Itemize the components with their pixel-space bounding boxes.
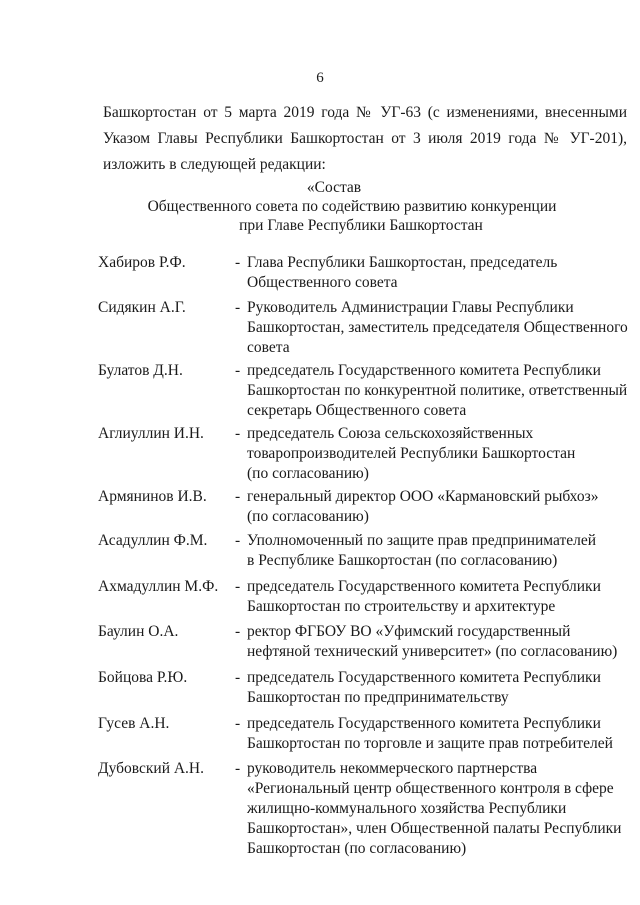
member-role xyxy=(247,622,627,662)
role-line: Башкортостан по строительству и архитектуре xyxy=(247,598,556,615)
role-line: Башкортостан, заместитель председателя Общественного xyxy=(247,319,628,336)
role-line: председатель Государственного комитета Республики xyxy=(247,362,601,379)
role-line: Башкортостан по конкурентной политике, ответственный xyxy=(247,382,628,399)
intro-line: Указом Главы Республики Башкортостан от 3 июля 2019 года № УГ-201), xyxy=(103,130,627,147)
role-line: товаропроизводителей Республики Башкортостан xyxy=(247,445,576,462)
member-role xyxy=(247,759,627,859)
role-line: Башкортостан по торговле и защите прав потребителей xyxy=(247,735,613,752)
member-name: Булатов Д.Н. xyxy=(98,362,183,379)
member-role xyxy=(247,361,627,421)
member-dash: - xyxy=(235,425,241,442)
title-line: Общественного совета по содействию развитию конкуренции xyxy=(147,198,557,215)
role-line: руководитель некоммерческого партнерства xyxy=(247,760,538,777)
intro-paragraph xyxy=(103,100,627,178)
role-line: председатель Союза сельскохозяйственных xyxy=(247,425,534,442)
role-line: (по согласованию) xyxy=(247,508,369,525)
role-line: председатель Государственного комитета Республики xyxy=(247,578,601,595)
member-role xyxy=(247,714,627,754)
role-line: председатель Государственного комитета Республики xyxy=(247,669,601,686)
member-name: Гусев А.Н. xyxy=(98,715,170,732)
role-line: «Региональный центр общественного контроля в сфере xyxy=(247,780,614,797)
intro-line: Башкортостан от 5 марта 2019 года № УГ-63 (с изменениями, внесенными xyxy=(103,104,627,121)
role-line: секретарь Общественного совета xyxy=(247,402,467,419)
role-line: председатель Государственного комитета Республики xyxy=(247,715,601,732)
role-line: нефтяной технический университет» (по согласованию) xyxy=(247,643,618,660)
intro-line: изложить в следующей редакции: xyxy=(103,156,326,173)
member-dash: - xyxy=(235,715,241,732)
member-name: Бойцова Р.Ю. xyxy=(98,669,188,686)
member-name: Дубовский А.Н. xyxy=(98,760,204,777)
member-dash: - xyxy=(235,578,241,595)
member-dash: - xyxy=(235,299,241,316)
member-role xyxy=(247,298,627,358)
member-role xyxy=(247,668,627,708)
member-role xyxy=(247,487,627,527)
member-role xyxy=(247,577,627,617)
member-name: Аглиуллин И.Н. xyxy=(98,425,204,442)
member-dash: - xyxy=(235,623,241,640)
role-line: Глава Республики Башкортостан, председатель xyxy=(247,254,558,271)
member-dash: - xyxy=(235,532,241,549)
member-name: Хабиров Р.Ф. xyxy=(98,254,186,271)
title-line: «Состав xyxy=(306,179,362,196)
member-dash: - xyxy=(235,669,241,686)
role-line: Общественного совета xyxy=(247,274,398,291)
member-role xyxy=(247,253,627,293)
role-line: ректор ФГБОУ ВО «Уфимский государственный xyxy=(247,623,571,640)
role-line: Уполномоченный по защите прав предпринимателей xyxy=(247,532,597,549)
role-line: генеральный директор ООО «Кармановский рыбхоз» xyxy=(247,488,599,505)
member-name: Ахмадуллин М.Ф. xyxy=(98,578,219,595)
member-name: Сидякин А.Г. xyxy=(98,299,186,316)
member-dash: - xyxy=(235,362,241,379)
member-dash: - xyxy=(235,488,241,505)
role-line: в Республике Башкортостан (по согласованию) xyxy=(247,552,558,569)
role-line: Башкортостан (по согласованию) xyxy=(247,840,467,857)
role-line: совета xyxy=(247,339,290,356)
member-name: Армянинов И.В. xyxy=(98,488,207,505)
member-dash: - xyxy=(235,254,241,271)
member-name: Баулин О.А. xyxy=(98,623,179,640)
role-line: Башкортостан», член Общественной палаты Республики xyxy=(247,820,622,837)
role-line: жилищно-коммунального хозяйства Республики xyxy=(247,800,567,817)
role-line: Башкортостан по предпринимательству xyxy=(247,689,509,706)
member-role xyxy=(247,424,627,484)
member-dash: - xyxy=(235,760,241,777)
role-line: Руководитель Администрации Главы Республики xyxy=(247,299,574,316)
title-line: при Главе Республики Башкортостан xyxy=(239,217,483,234)
composition-title xyxy=(0,178,640,235)
member-name: Асадуллин Ф.М. xyxy=(98,532,208,549)
role-line: (по согласованию) xyxy=(247,465,369,482)
member-role xyxy=(247,531,627,571)
page-number: 6 xyxy=(316,70,324,86)
